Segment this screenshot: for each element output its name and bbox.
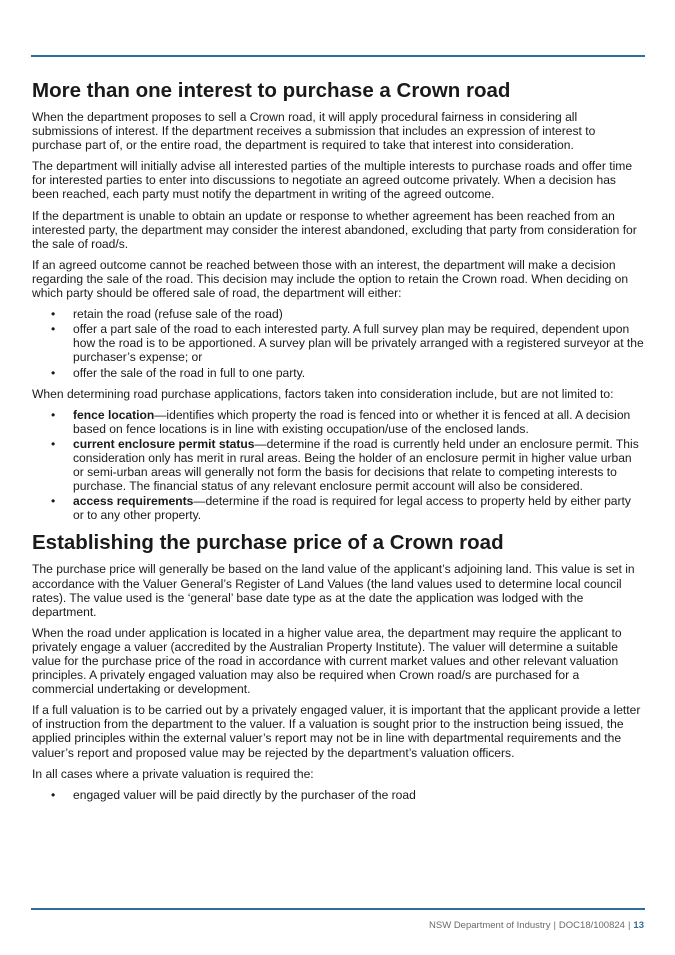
paragraph: When the road under application is located in a higher value area, the department may require the applicant to privately engage a valuer (accredited by the Australian Property Institute). The valuer will determine a suitable value for the purchase price of the road in accordance with current market values and other relevant valuation principles. A privately engaged valuation may also be required when Crown road/s are purchased for a commercial undertaking or development.: [32, 625, 622, 697]
page-number: 13: [633, 920, 644, 931]
decision-options-list: [32, 307, 644, 379]
factor-term: fence location: [73, 407, 155, 422]
footer-org: NSW Department of Industry: [429, 920, 551, 931]
factor-term: current enclosure permit status: [73, 436, 255, 451]
bullet-icon: •: [51, 322, 56, 337]
bullet-icon: •: [51, 365, 56, 380]
footer-separator: |: [553, 920, 556, 931]
paragraph: The purchase price will generally be based on the land value of the applicant’s adjoining land. This value is set in accordance with the Valuer General’s Register of Land Values (the land values used to determine local council rates). The value used is the ‘general’ base date type as at the date the application was lodged with the department.: [32, 562, 635, 619]
header-rule: [31, 55, 645, 57]
paragraph: When determining road purchase applications, factors taken into consideration include, but are not limited to:: [32, 386, 614, 401]
paragraph: The department will initially advise all interested parties of the multiple interests to purchase roads and offer time for interested parties to enter into discussions to negotiate an agreed outcome privately. When a decision has been reached, each party must notify the department in writing of the agreed outcome.: [32, 159, 633, 202]
list-item: • access requirements—determine if the road is required for legal access to property held by either party or to any other property.: [51, 494, 631, 523]
bullet-icon: •: [51, 787, 56, 802]
page-footer: [429, 920, 644, 931]
list-item: • offer a part sale of the road to each interested party. A full survey plan may be required, dependent upon how the road is to be apportioned. A survey plan will be privately arranged with a registered surveyor at the purchaser’s expense; or: [51, 322, 644, 365]
factor-term: access requirements: [73, 494, 194, 509]
list-item: • fence location—identifies which property the road is fenced into or whether it is fenced at all. A decision based on fence locations is in line with existing occupation/use of the enclosed lands.: [51, 407, 631, 436]
paragraph: In all cases where a private valuation is required the:: [32, 766, 314, 781]
bullet-icon: •: [51, 307, 56, 322]
paragraph: If the department is unable to obtain an update or response to whether agreement has been reached from an interested party, the department may consider the interest abandoned, excluding that party from consideration for the sale of road/s.: [32, 208, 637, 251]
footer-rule: [31, 908, 645, 910]
list-item: • offer the sale of the road in full to one party.: [51, 365, 306, 380]
footer-separator: |: [627, 920, 631, 931]
paragraph: If an agreed outcome cannot be reached between those with an interest, the department will make a decision regarding the sale of the road. This decision may include the option to retain the Crown road. When deciding on which party should be offered sale of road, the department will either:: [32, 257, 629, 301]
valuation-list: [32, 788, 644, 802]
bullet-icon: •: [51, 436, 56, 451]
list-item: • current enclosure permit status—determine if the road is currently held under an enclosure permit. This consideration only has merit in rural areas. Being the holder of an enclosure permit in higher value urban or semi-urban areas will generally not form the basis for decisions that relate to competing interests to purchase. The financial status of any relevant enclosure permit account will also be considered.: [51, 436, 639, 494]
section-heading-purchase-price: Establishing the purchase price of a Crown road: [32, 531, 504, 555]
factors-list: [32, 408, 644, 523]
paragraph: When the department proposes to sell a Crown road, it will apply procedural fairness in considering all submissions of interest. If the department receives a submission that includes an expression of interest to purchase part of, or the entire road, the department is required to take that interest into consideration.: [32, 110, 596, 153]
page-content: [32, 78, 644, 809]
footer-doc-id: DOC18/100824: [558, 920, 625, 931]
section-heading-multiple-interests: More than one interest to purchase a Crown road: [32, 79, 511, 102]
paragraph: If a full valuation is to be carried out by a privately engaged valuer, it is important that the applicant provide a letter of instruction from the department to the valuer. If a valuation is sought prior to the instruction being issued, the applied principles within the external valuer’s report may not be in line with departmental requirements and the valuer’s report and proposed value may be rejected by the department’s valuation officers.: [32, 703, 641, 760]
bullet-icon: •: [51, 494, 56, 509]
list-item: • retain the road (refuse sale of the road): [51, 307, 283, 322]
bullet-icon: •: [51, 407, 56, 422]
list-item: • engaged valuer will be paid directly by the purchaser of the road: [51, 787, 416, 802]
